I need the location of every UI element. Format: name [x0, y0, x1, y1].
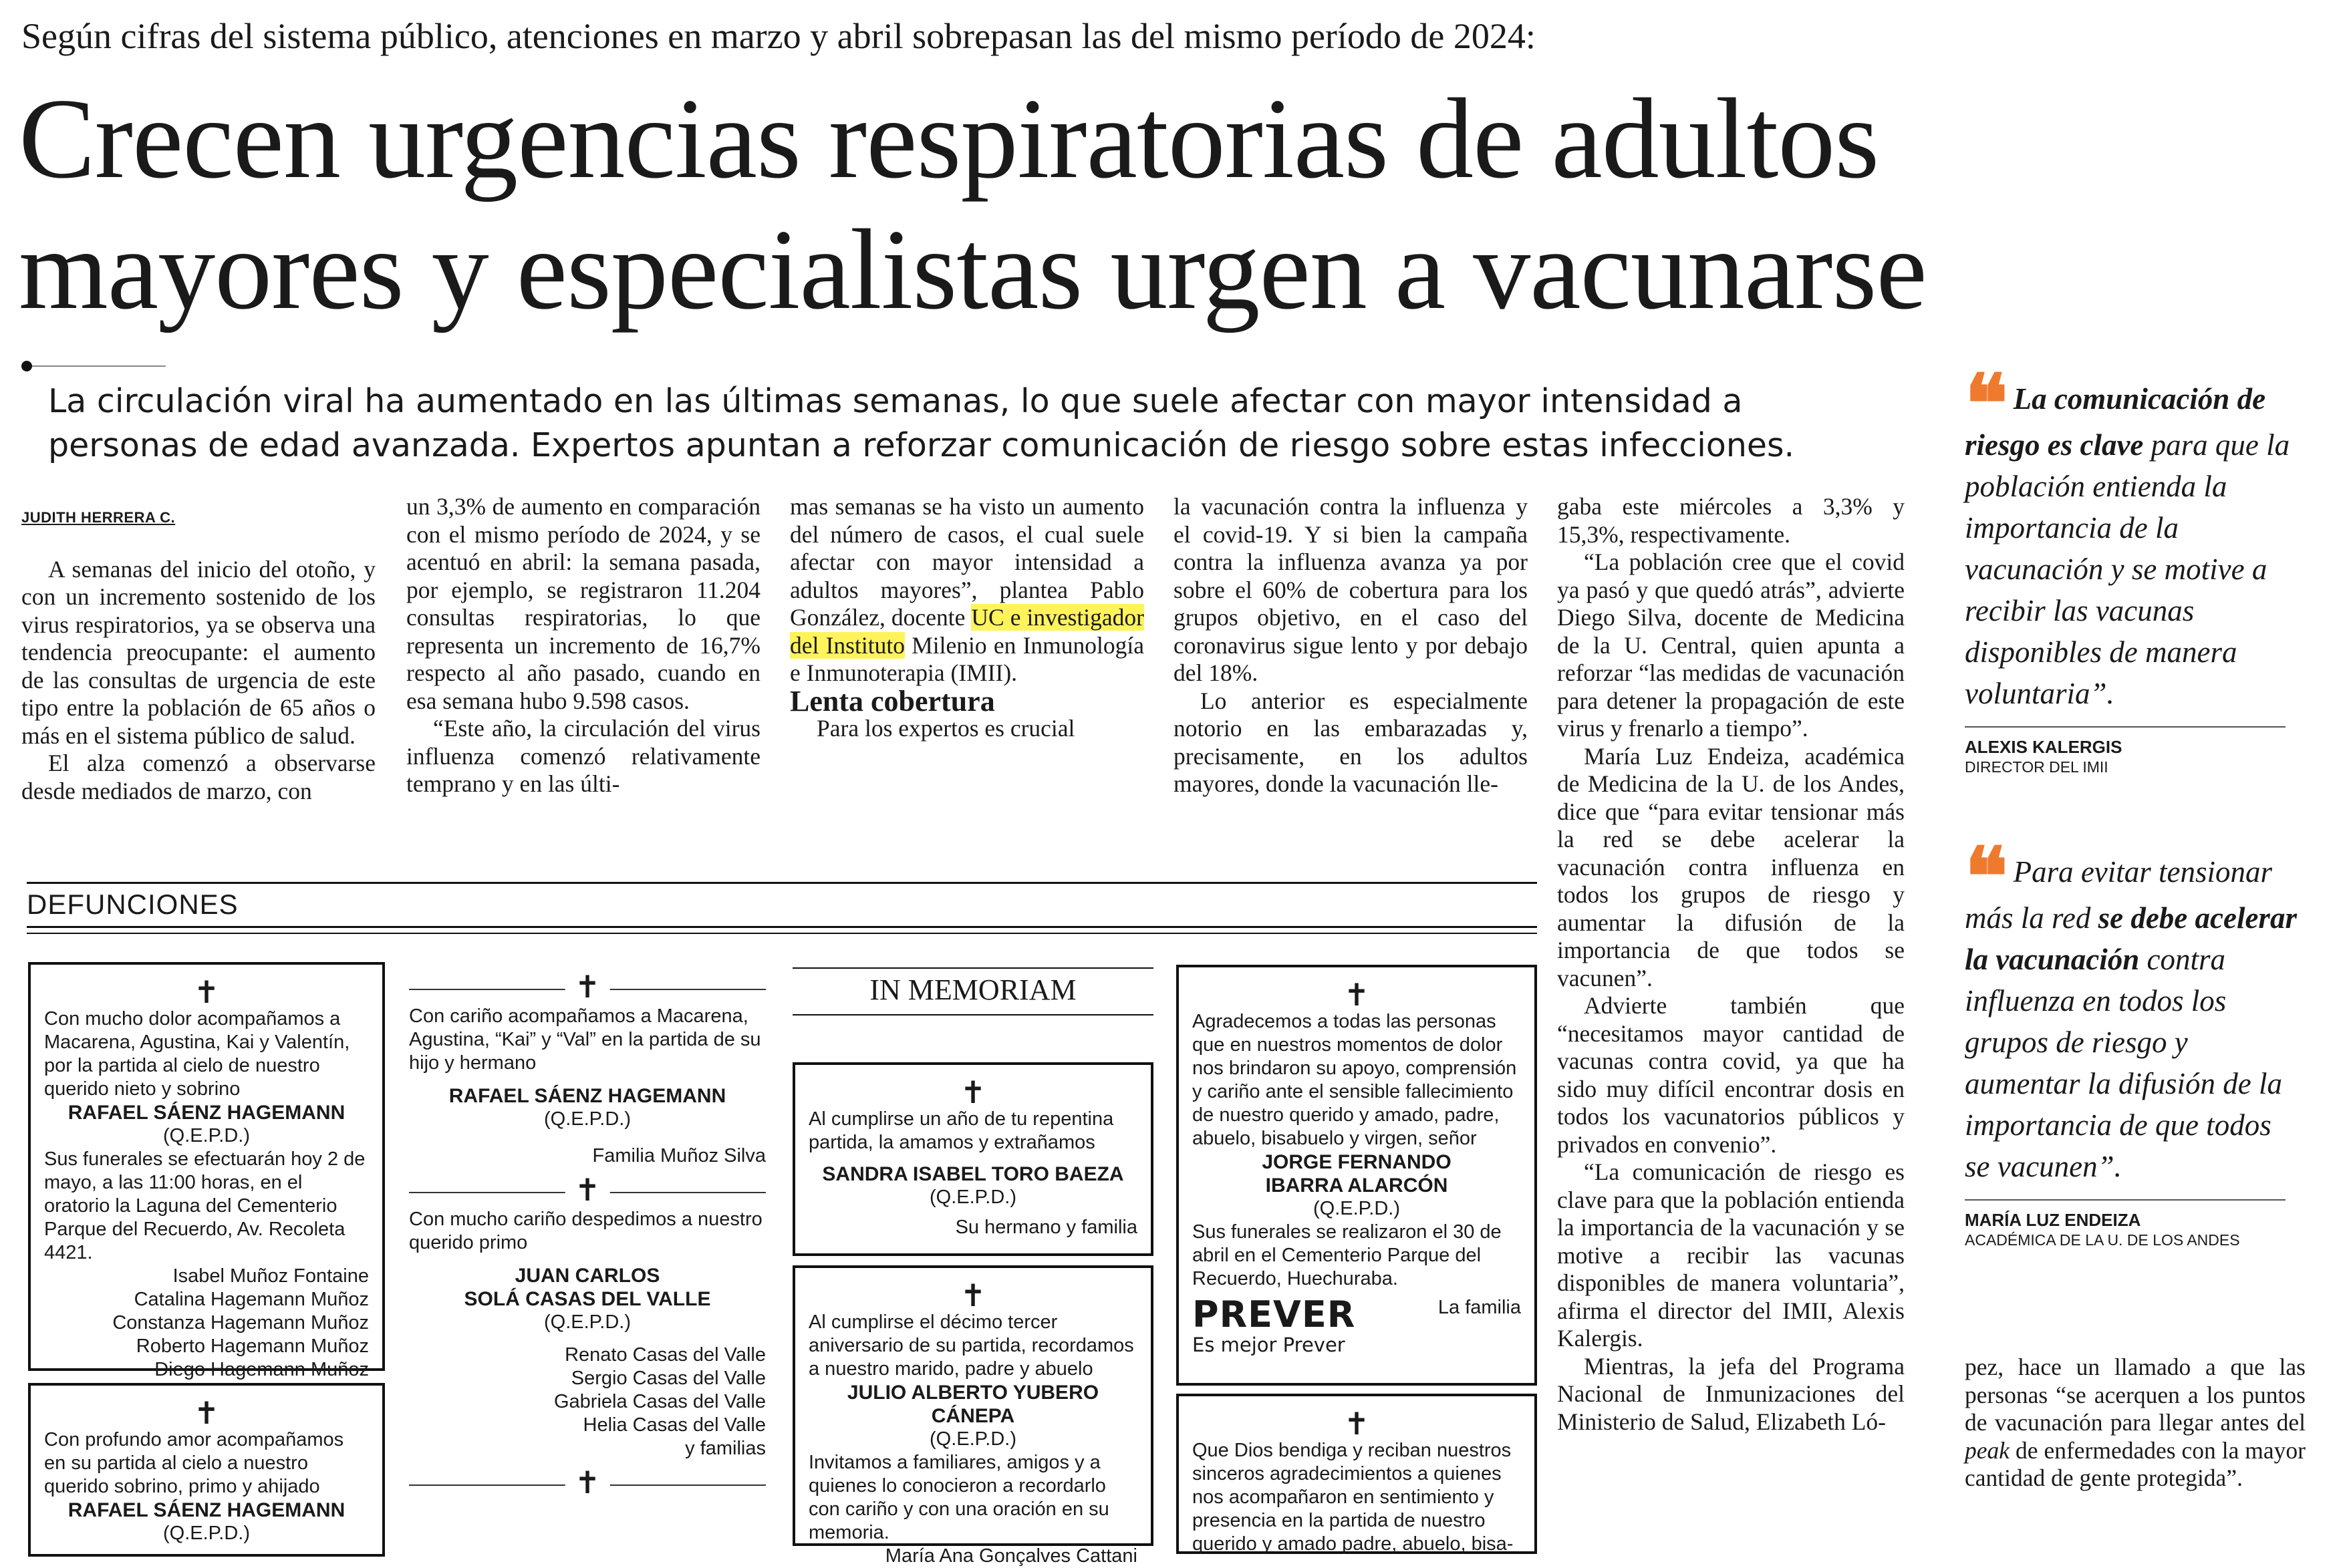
- cross-icon: ✝: [565, 971, 610, 1002]
- prever-wordmark: PREVER: [1192, 1293, 1356, 1336]
- deck-line-2: personas de edad avanzada. Expertos apuntan a reforzar comunicación de riesgo sobre estas infecciones.: [48, 426, 1795, 464]
- pull-quote-2: [1965, 830, 2299, 1250]
- obituary-divider: [409, 969, 766, 1005]
- article-column-5: [1557, 493, 1905, 1436]
- qepd: (Q.E.P.D.): [930, 1428, 1016, 1450]
- qepd: (Q.E.P.D.): [930, 1187, 1016, 1208]
- obituary-divider: [409, 1172, 766, 1208]
- article-column-2: [406, 493, 761, 798]
- byline: JUDITH HERRERA C.: [21, 509, 176, 526]
- quote-text: [1965, 830, 2299, 1187]
- quote-author: ALEXIS KALERGIS: [1965, 737, 2122, 757]
- paragraph: Advierte también que “necesitamos mayor cantidad de vacunas contra covid, ya que ha sido muy difícil encontrar dosis en todos los vacunatorios públicos y privados en convenio”.: [1557, 992, 1905, 1158]
- paragraph: El alza comenzó a observarse desde mediados de marzo, con: [21, 750, 376, 804]
- signer: Catalina Hagemann Muñoz: [134, 1289, 369, 1310]
- funeral-info: Sus funerales se efectuarán hoy 2 de mayo, a las 11:00 horas, en el oratorio la Laguna del Cementerio Parque del Recuerdo, Av. Recoleta 4421.: [44, 1148, 366, 1263]
- quote-mark-icon: ❝: [1965, 357, 2008, 451]
- pull-quote-1: [1965, 357, 2299, 777]
- cross-icon: ✝: [565, 1467, 610, 1498]
- signer: y familias: [685, 1438, 766, 1459]
- paragraph: [790, 493, 1144, 687]
- article-column-4: [1174, 493, 1528, 798]
- subheading: Lenta cobertura: [790, 684, 995, 718]
- headline-line-1: Crecen urgencias respiratorias de adultos: [19, 75, 1879, 202]
- obituary-text: Con cariño acompañamos a Macarena, Agustina, “Kai” y “Val” en la partida de su hijo y hermano: [409, 1005, 761, 1074]
- divider: [1965, 726, 2286, 728]
- paragraph: Lo anterior es especialmente notorio en las embarazadas y, precisamente, en los adultos mayores, donde la vacunación lle-: [1174, 687, 1528, 797]
- section-rule-mid: [27, 926, 1537, 928]
- signer: Constanza Hagemann Muñoz: [112, 1312, 369, 1334]
- paragraph: la vacunación contra la influenza y el covid-19. Y si bien la campaña contra la influenza avanza ya por sobre el 60% de cobertura para los grupos objetivo, en el caso del coronavirus sigue lento y por debajo del 18%.: [1174, 493, 1528, 686]
- memoriam-box: [793, 1265, 1153, 1567]
- signer: Familia Muñoz Silva: [592, 1145, 766, 1166]
- text-run: pez, hace un llamado a que las personas “se acerquen a los puntos de vacunación para llegar antes del: [1965, 1354, 2306, 1436]
- deceased-name: RAFAEL SÁENZ HAGEMANN: [67, 1102, 346, 1124]
- cross-icon: ✝: [565, 1174, 610, 1205]
- obituary-divider: [409, 1464, 766, 1501]
- signer: Roberto Hagemann Muñoz: [136, 1336, 369, 1357]
- paragraph: “Este año, la circulación del virus influenza comenzó relativamente temprano y en las últi-: [406, 715, 761, 797]
- memoriam-title: IN MEMORIAM: [869, 973, 1077, 1006]
- paragraph: María Luz Endeiza, académica de Medicina de la U. de los Andes, dice que “para evitar tensionar más la red se debe acelerar la vacunación contra influenza en todos los grupos de riesgo y aumentar la difusión de la importancia de que todos se vacunen”.: [1557, 742, 1905, 991]
- deceased-name: SOLÁ CASAS DEL VALLE: [464, 1288, 711, 1310]
- paragraph: A semanas del inicio del otoño, y con un incremento sostenido de los virus respiratorios, ya se observa una tendencia preocupante: el aumento de las consultas de urgencia de este tipo entre la población de 65 años o más en el sistema público de salud.: [21, 555, 376, 749]
- divider: [1965, 1199, 2286, 1201]
- signer: La familia: [1437, 1297, 1521, 1318]
- signer: María Ana Gonçalves Cattani: [885, 1545, 1137, 1567]
- signer: Su hermano y familia: [955, 1217, 1137, 1238]
- deceased-name: JORGE FERNANDO: [1262, 1151, 1452, 1173]
- quote-run: para que la población entienda la importancia de la vacunación y se motive a recibir las vacunas disponibles de manera voluntaria”.: [1965, 428, 2290, 710]
- rule-line: [32, 365, 166, 367]
- signer: Diego Hagemann Muñoz: [154, 1359, 369, 1380]
- signer: Gabriela Casas del Valle: [553, 1391, 766, 1412]
- qepd: (Q.E.P.D.): [163, 1523, 250, 1544]
- memoriam-box: [793, 1062, 1153, 1256]
- qepd: (Q.E.P.D.): [163, 1125, 250, 1146]
- qepd: (Q.E.P.D.): [1313, 1198, 1400, 1219]
- deceased-name: RAFAEL SÁENZ HAGEMANN: [67, 1499, 346, 1521]
- memoriam-text: Al cumplirse un año de tu repentina partida, la amamos y extrañamos: [809, 1108, 1114, 1153]
- obituary-text: Con mucho cariño despedimos a nuestro querido primo: [409, 1209, 763, 1253]
- obituary-box: [1176, 965, 1537, 1386]
- deceased-name: IBARRA ALARCÓN: [1265, 1174, 1448, 1197]
- quote-author: MARÍA LUZ ENDEIZA: [1965, 1210, 2141, 1230]
- obituary-box: [28, 1383, 385, 1557]
- article-column-1: [21, 494, 376, 805]
- obituary-box: [1176, 1394, 1537, 1554]
- quote-mark-icon: ❝: [1965, 830, 2008, 924]
- obituary-text: Que Dios bendiga y reciban nuestros sinceros agradecimientos a quienes nos acompañaron en sentimiento y presencia en la partida de nuestro querido y amado padre, abuelo, bisa-: [1192, 1440, 1514, 1555]
- obituary-box: [28, 962, 385, 1380]
- signer: Isabel Muñoz Fontaine: [172, 1265, 369, 1287]
- signer: Renato Casas del Valle: [565, 1344, 766, 1366]
- prever-logo: [1192, 1293, 1356, 1357]
- deceased-name: JUAN CARLOS: [515, 1265, 660, 1287]
- quote-run: contra influenza en todos los grupos de riesgo y aumentar la difusión de la importancia de que todos se vacunen”.: [1965, 943, 2282, 1183]
- text-run: Milenio en Inmunología e Inmunoterapia (IMII).: [790, 631, 1144, 686]
- quote-run: Para evitar tensionar más la red: [1965, 855, 2273, 935]
- obituary-text: Agradecemos a todas las personas que en nuestros momentos de dolor nos brindaron su apoyo, comprensión y cariño ante el sensible fallecimiento de nuestro querido y amado, padre, abuelo, bisabuelo y virgen, señor: [1192, 1011, 1517, 1149]
- deck: [48, 379, 1893, 468]
- headline-line-2: mayores y especialistas urgen a vacunarse: [19, 206, 1927, 333]
- quote-bold: se debe acelerar la vacunación: [1965, 901, 2297, 976]
- paragraph: “La comunicación de riesgo es clave para que la población entienda la importancia de la vacunación y se motive a recibir las vacunas disponibles de manera voluntaria”, afirma el director del IMII, Alexis Kalergis.: [1557, 1158, 1905, 1352]
- cross-icon: ✝: [1343, 1406, 1370, 1442]
- obituary-text: Con profundo amor acompañamos en su partida al cielo a nuestro querido sobrino, primo y ahijado: [44, 1429, 344, 1497]
- prever-tagline: Es mejor Prever: [1192, 1334, 1345, 1356]
- highlighted-text: UC e investigador del Instituto: [790, 604, 1144, 659]
- qepd: (Q.E.P.D.): [544, 1108, 631, 1130]
- quote-role: DIRECTOR DEL IMII: [1965, 758, 2108, 776]
- text-run: mas semanas se ha visto un aumento del número de casos, el cual suele afectar con mayor intensidad a adultos mayores”, plantea Pablo González, docente: [790, 493, 1144, 631]
- deceased-name: JULIO ALBERTO YUBERO CÁNEPA: [847, 1382, 1099, 1427]
- article-column-3: [790, 493, 1144, 743]
- headline: [19, 73, 2291, 335]
- quote-bold: La comunicación de riesgo es clave: [1965, 382, 2266, 462]
- obituary-footer: [1192, 1293, 1521, 1357]
- rule-dot: [21, 361, 32, 371]
- article-column-6: [1965, 1354, 2306, 1493]
- paragraph: Mientras, la jefa del Programa Nacional de Inmunizaciones del Ministerio de Salud, Elizabeth Ló-: [1557, 1352, 1905, 1435]
- deck-line-1: La circulación viral ha aumentado en las últimas semanas, lo que suele afectar con mayor intensidad a: [48, 382, 1743, 420]
- paragraph: un 3,3% de aumento en comparación con el mismo período de 2024, y se acentuó en abril: la semana pasada, por ejemplo, se registraron 11.204 consultas respiratorias, lo que representa un incremento de 16,7% respecto al año pasado, cuando en esa semana hubo 9.598 casos.: [406, 493, 761, 714]
- memoriam-rule-bottom: [793, 1014, 1153, 1015]
- paragraph: gaba este miércoles a 3,3% y 15,3%, respectivamente.: [1557, 493, 1905, 548]
- quote-text: [1965, 357, 2299, 714]
- signer: Helia Casas del Valle: [583, 1414, 766, 1436]
- text-run: de enfermedades con la mayor cantidad de gente protegida”.: [1965, 1436, 2306, 1491]
- memoriam-text: Invitamos a familiares, amigos y a quienes lo conocieron a recordarlo con cariño y con una oración en su memoria.: [809, 1452, 1109, 1543]
- paragraph: Para los expertos es crucial: [817, 715, 1075, 742]
- obituary: [409, 969, 766, 1501]
- quote-role: ACADÉMICA DE LA U. DE LOS ANDES: [1965, 1231, 2240, 1249]
- kicker: Según cifras del sistema público, atenciones en marzo y abril sobrepasan las del mismo período de 2024:: [21, 16, 1536, 56]
- memoriam-text: Al cumplirse el décimo tercer aniversario de su partida, recordamos a nuestro marido, padre y abuelo: [809, 1311, 1134, 1380]
- section-title-defunciones: DEFUNCIONES: [27, 889, 239, 920]
- paragraph: “La población cree que el covid ya pasó y que quedó atrás”, advierte Diego Silva, docente de Medicina de la U. Central, quien apunta a reforzar “las medidas de vacunación para detener la propagación de este virus y frenarlo a tiempo”.: [1557, 548, 1905, 742]
- cross-icon: ✝: [960, 1074, 986, 1110]
- funeral-info: Sus funerales se realizaron el 30 de abril en el Cementerio Parque del Recuerdo, Huechuraba.: [1192, 1221, 1502, 1289]
- qepd: (Q.E.P.D.): [544, 1311, 631, 1333]
- cross-icon: ✝: [1343, 977, 1370, 1013]
- deceased-name: RAFAEL SÁENZ HAGEMANN: [448, 1085, 726, 1107]
- section-rule-top: [27, 882, 1537, 884]
- deceased-name: SANDRA ISABEL TORO BAEZA: [822, 1163, 1124, 1185]
- cross-icon: ✝: [960, 1277, 986, 1313]
- signer: Sergio Casas del Valle: [571, 1368, 766, 1389]
- obituary-text: Con mucho dolor acompañamos a Macarena, Agustina, Kai y Valentín, por la partida al cielo de nuestro querido nieto y sobrino: [44, 1008, 350, 1100]
- section-rule-mid-2: [27, 933, 1537, 934]
- cross-icon: ✝: [193, 974, 220, 1010]
- cross-icon: ✝: [193, 1395, 220, 1431]
- memoriam-rule-top: [793, 967, 1153, 969]
- italic-term: peak: [1965, 1436, 2010, 1464]
